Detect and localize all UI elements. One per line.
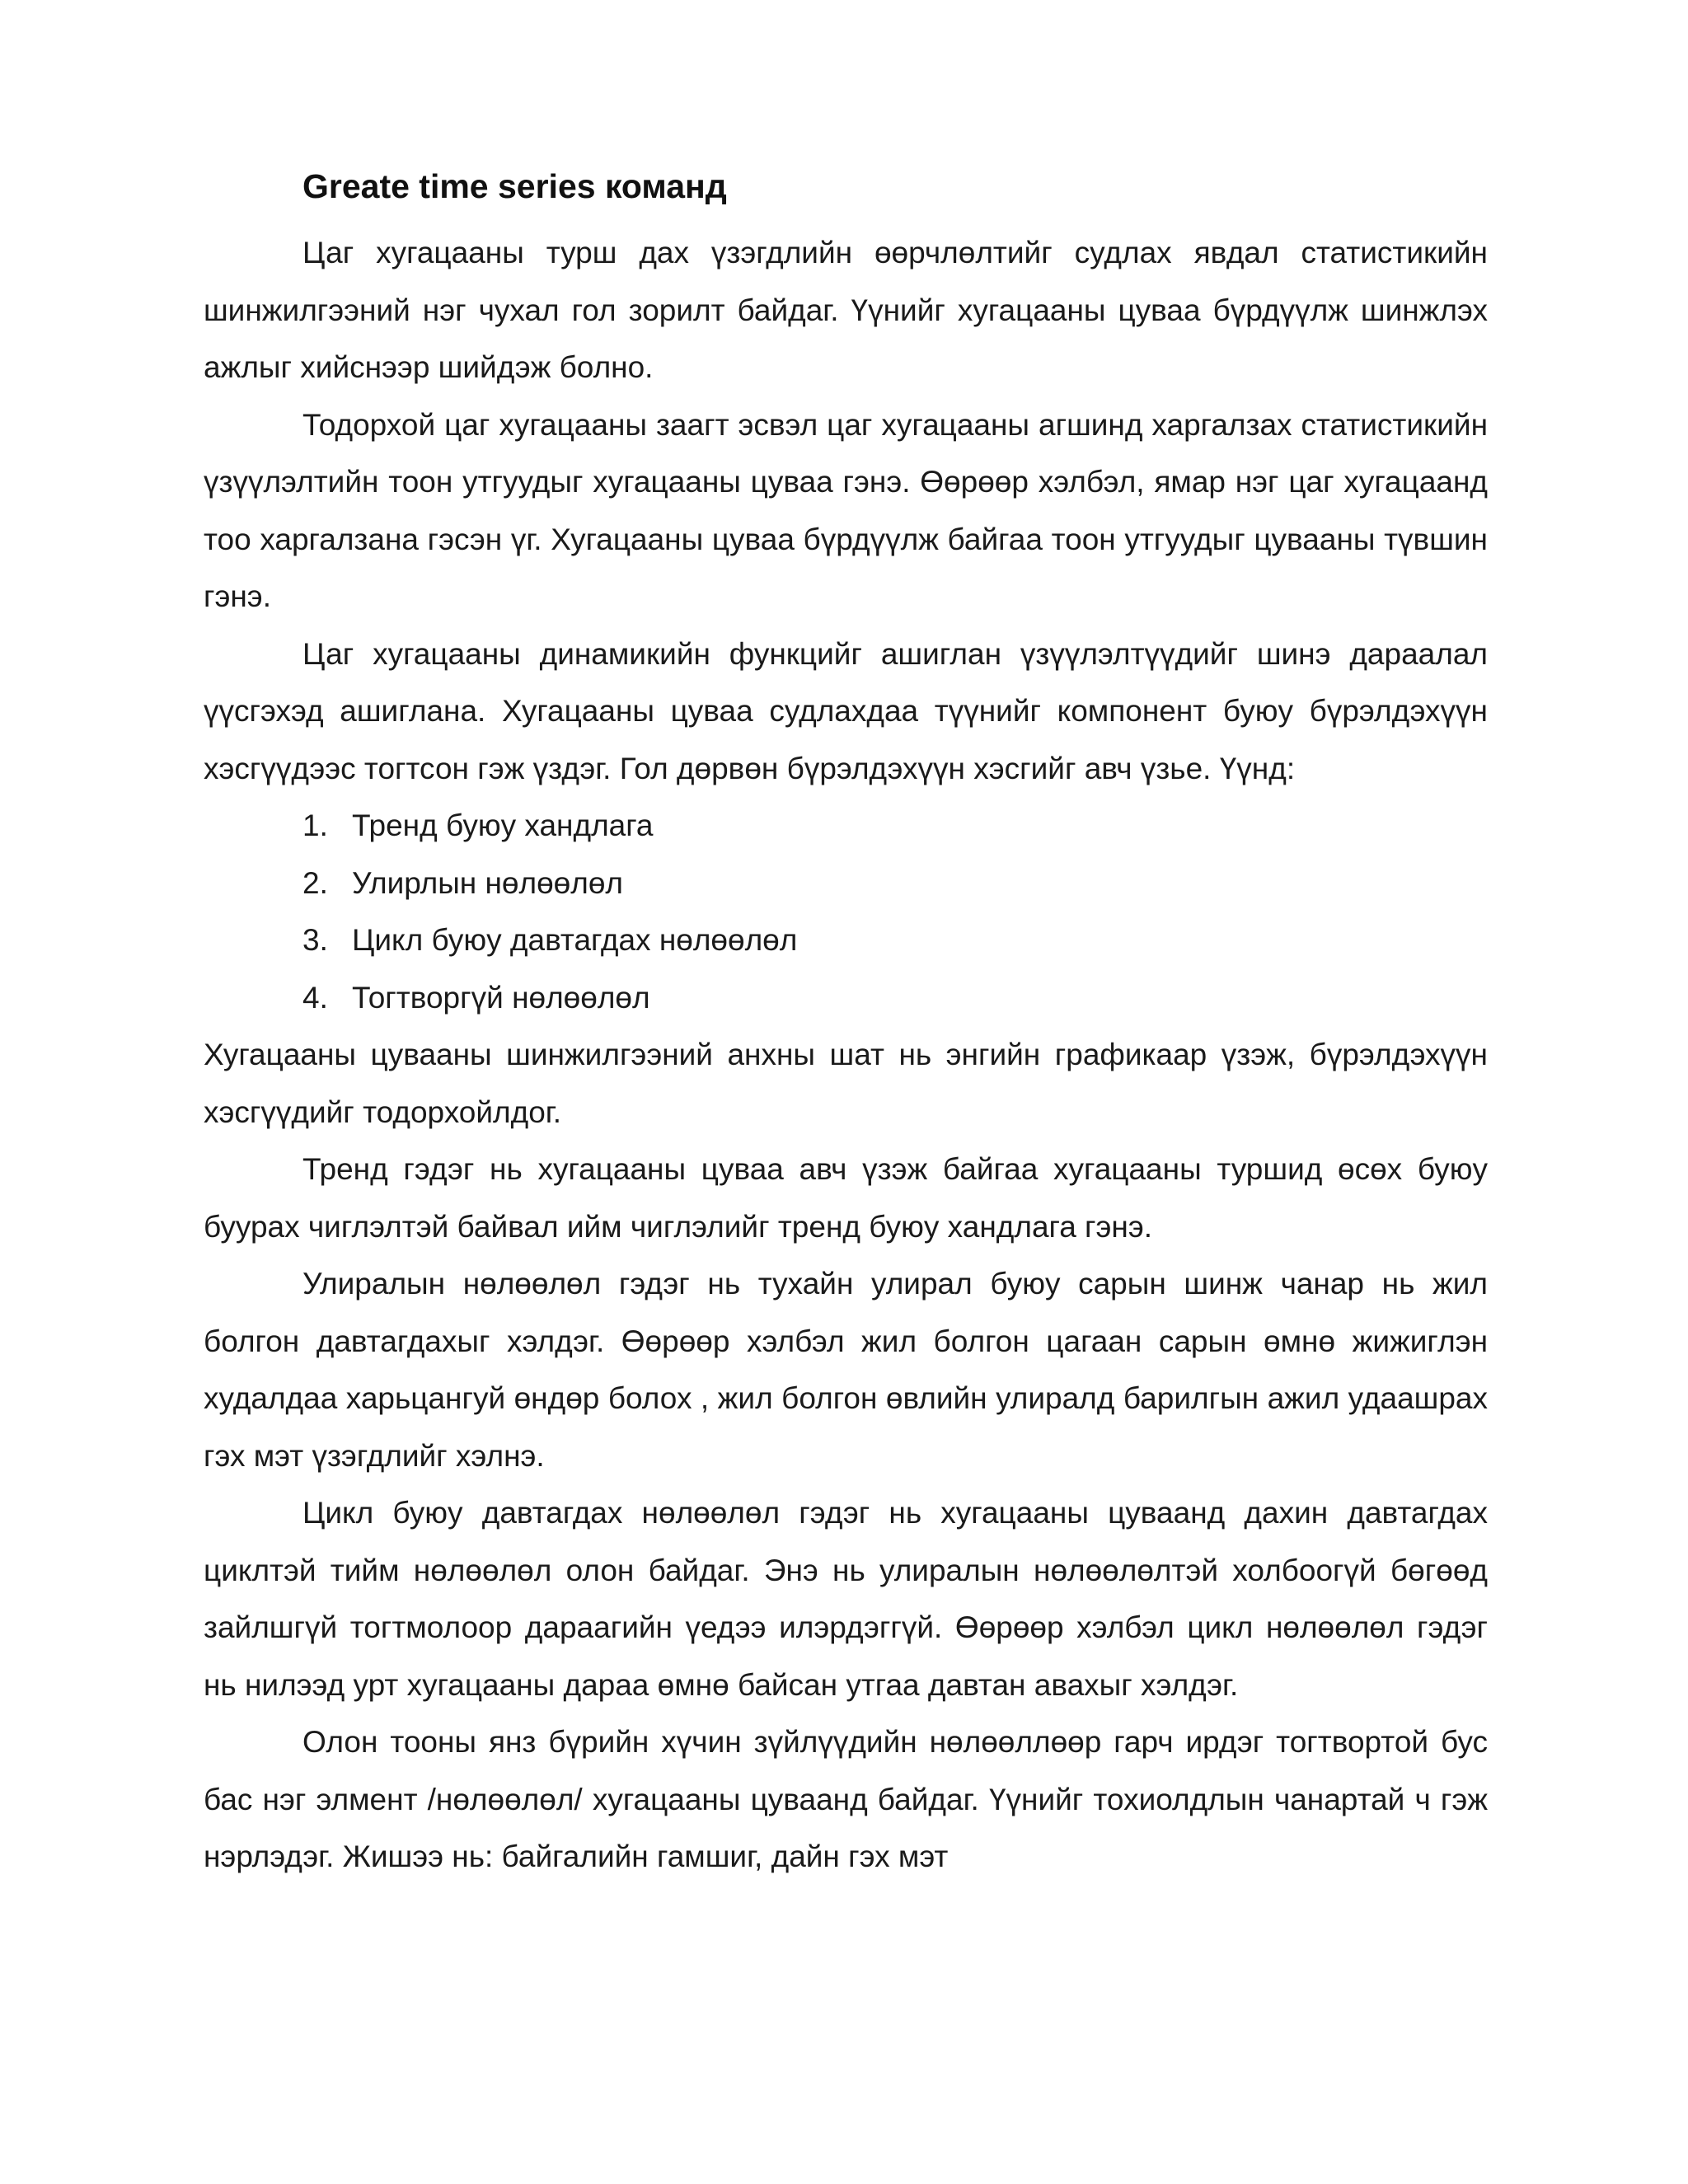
list-number: 3. [302, 923, 328, 957]
list-text: Улирлын нөлөөлөл [352, 865, 624, 900]
paragraph-cycle: Цикл буюу давтагдах нөлөөлөл гэдэг нь хугацааны цуваанд дахин давтагдах циклтэй тийм нөлөөлөл олон байдаг. Энэ нь улиралын нөлөөлөлтэй холбоогүй бөгөөд зайлшгүй тогтмолоор дараагийн үедээ илэрдэггүй. Өөрөөр хэлбэл цикл нөлөөлөл гэдэг нь нилээд урт хугацааны дараа өмнө байсан утгаа давтан авахыг хэлдэг. [204, 1496, 1488, 1702]
list-item [302, 855, 1488, 912]
list-text: Цикл буюу давтагдах нөлөөлөл [352, 923, 798, 957]
document-page [204, 157, 1488, 1886]
paragraph-seasonal: Улиралын нөлөөлөл гэдэг нь тухайн улирал буюу сарын шинж чанар нь жил болгон давтагдахыг хэлдэг. Өөрөөр хэлбэл жил болгон цагаан сарын өмнө жижиглэн худалдаа харьцангуй өндөр болох , жил болгон өвлийн улиралд барилгын ажил удаашрах гэх мэт үзэгдлийг хэлнэ. [204, 1267, 1488, 1473]
components-list [204, 797, 1488, 1026]
list-text: Тогтворгүй нөлөөлөл [352, 980, 650, 1015]
paragraph-after-list: Хугацааны цувааны шинжилгээний анхны шат нь энгийн графикаар үзэж, бүрэлдэхүүн хэсгүүдийг тодорхойлдог. [204, 1038, 1488, 1129]
paragraph-1: Цаг хугацааны турш дах үзэгдлийн өөрчлөлтийг судлах явдал статистикийн шинжилгээний нэг чухал гол зорилт байдаг. Үүнийг хугацааны цуваа бүрдүүлж шинжлэх ажлыг хийснээр шийдэж болно. [204, 236, 1488, 384]
paragraph-2: Тодорхой цаг хугацааны заагт эсвэл цаг хугацааны агшинд харгалзах статистикийн үзүүлэлтийн тоон утгуудыг хугацааны цуваа гэнэ. Өөрөөр хэлбэл, ямар нэг цаг хугацаанд тоо харгалзана гэсэн үг. Хугацааны цуваа бүрдүүлж байгаа тоон утгуудыг цувааны түвшин гэнэ. [204, 407, 1488, 613]
list-item [302, 969, 1488, 1027]
list-item [302, 797, 1488, 855]
list-text: Тренд буюу хандлага [352, 808, 654, 842]
paragraph-3: Цаг хугацааны динамикийн функцийг ашиглан үзүүлэлтүүдийг шинэ дараалал үүсгэхэд ашиглана. Хугацааны цуваа судлахдаа түүнийг компонент буюу бүрэлдэхүүн хэсгүүдээс тогтсон гэж үздэг. Гол дөрвөн бүрэлдэхүүн хэсгийг авч үзье. Үүнд: [204, 636, 1488, 785]
list-number: 4. [302, 980, 328, 1015]
list-item [302, 912, 1488, 969]
paragraph-irregular: Олон тооны янз бүрийн хүчин зүйлүүдийн нөлөөллөөр гарч ирдэг тогтвортой бус бас нэг элмент /нөлөөлөл/ хугацааны цуваанд байдаг. Үүнийг тохиолдлын чанартай ч гэж нэрлэдэг. Жишээ нь: байгалийн гамшиг, дайн гэх мэт [204, 1725, 1488, 1873]
list-number: 1. [302, 808, 328, 842]
page-title: Greate time series команд [302, 167, 727, 205]
list-number: 2. [302, 865, 328, 900]
paragraph-trend: Тренд гэдэг нь хугацааны цуваа авч үзэж байгаа хугацааны туршид өсөх буюу буурах чиглэлтэй байвал ийм чиглэлийг тренд буюу хандлага гэнэ. [204, 1152, 1488, 1244]
